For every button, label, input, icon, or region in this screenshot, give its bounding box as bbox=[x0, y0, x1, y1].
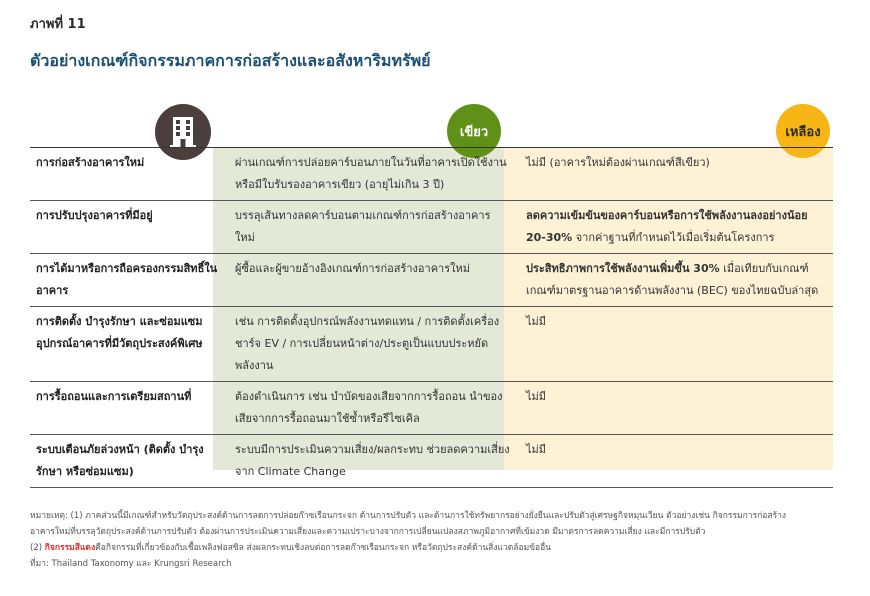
activity-cell: การติดตั้ง บำรุงรักษา และซ่อมแซมอุปกรณ์อาคารที่มีวัตถุประสงค์พิเศษ bbox=[30, 307, 227, 382]
note-2-prefix: (2) bbox=[30, 543, 45, 553]
activity-cell: ระบบเตือนภัยล่วงหน้า (ติดตั้ง บำรุงรักษา หรือซ่อมแซม) bbox=[30, 435, 227, 488]
yellow-criteria-cell bbox=[518, 201, 833, 254]
yellow-criteria-text: จากค่าฐานที่กำหนดไว้เมื่อเริ่มต้นโครงการ bbox=[572, 231, 775, 244]
activity-cell: การปรับปรุงอาคารที่มีอยู่ bbox=[30, 201, 227, 254]
figure-title: ตัวอย่างเกณฑ์กิจกรรมภาคการก่อสร้างและอสังหาริมทรัพย์ bbox=[30, 51, 431, 70]
yellow-criteria-emphasis: ลดความเข้มข้นของคาร์บอนหรือการใช้พลังงานลงอย่างน้อย 20-30% bbox=[526, 209, 808, 244]
red-activity-label: กิจกรรมสีแดง bbox=[44, 543, 96, 553]
yellow-category-badge: เหลือง bbox=[776, 104, 830, 158]
green-criteria-cell: เช่น การติดตั้งอุปกรณ์พลังงานทดแทน / การติดตั้งเครื่องชาร์จ EV / การเปลี่ยนหน้าต่าง/ประตูเป็นแบบประหยัดพลังงาน bbox=[227, 307, 518, 382]
yellow-criteria-text: เมื่อเทียบกับเกณฑ์เกณฑ์มาตรฐานอาคารด้านพลังงาน (BEC) ของไทยฉบับล่าสุด bbox=[526, 262, 819, 297]
table-row bbox=[30, 148, 833, 201]
footnotes bbox=[30, 508, 830, 572]
yellow-criteria-cell bbox=[518, 307, 833, 382]
yellow-criteria-text: ไม่มี (อาคารใหม่ต้องผ่านเกณฑ์สีเขียว) bbox=[526, 156, 710, 169]
activity-cell: การก่อสร้างอาคารใหม่ bbox=[30, 148, 227, 201]
table-row bbox=[30, 435, 833, 488]
activity-cell: การได้มาหรือการถือครองกรรมสิทธิ์ในอาคาร bbox=[30, 254, 227, 307]
yellow-criteria-cell bbox=[518, 382, 833, 435]
yellow-criteria-cell bbox=[518, 254, 833, 307]
green-criteria-cell: ผู้ซื้อและผู้ขายอ้างอิงเกณฑ์การก่อสร้างอาคารใหม่ bbox=[227, 254, 518, 307]
table-row bbox=[30, 382, 833, 435]
table-row bbox=[30, 307, 833, 382]
yellow-criteria-text: ไม่มี bbox=[526, 315, 547, 328]
criteria-table bbox=[30, 148, 833, 488]
note-line-1: หมายเหตุ: (1) ภาคส่วนนี้มีเกณฑ์สำหรับวัตถุประสงค์ด้านการลดการปล่อยก๊าซเรือนกระจก ด้านการปรับตัว และด้านการใช้ทรัพยากรอย่างยั่งยืนและปรับตัวสู่เศรษฐกิจหมุนเวียน ตัวอย่างเช่น กิจกรรมการก่อสร้าง bbox=[30, 511, 787, 521]
green-category-badge: เขียว bbox=[447, 104, 501, 158]
source-line: ที่มา: Thailand Taxonomy และ Krungsri Research bbox=[30, 559, 232, 569]
green-criteria-cell: ผ่านเกณฑ์การปล่อยคาร์บอนภายในวันที่อาคารเปิดใช้งาน หรือมีใบรับรองอาคารเขียว (อายุไม่เกิน 3 ปี) bbox=[227, 148, 518, 201]
green-criteria-cell: บรรลุเส้นทางลดคาร์บอนตามเกณฑ์การก่อสร้างอาคารใหม่ bbox=[227, 201, 518, 254]
yellow-criteria-cell bbox=[518, 148, 833, 201]
note-line-2: อาคารใหม่ที่บรรลุวัตถุประสงค์ด้านการปรับตัว ต้องผ่านการประเมินความเสี่ยงและความเปราะบางจากการเปลี่ยนแปลงสภาพภูมิอากาศที่เข้มงวด มีมาตรการลดความเสี่ยง และมีการปรับตัว bbox=[30, 527, 706, 537]
table-row bbox=[30, 254, 833, 307]
note-line-3 bbox=[30, 540, 830, 556]
green-criteria-cell: ต้องดำเนินการ เช่น บำบัดของเสียจากการรื้อถอน นำของเสียจากการรื้อถอนมาใช้ซ้ำหรือรีไซเคิล bbox=[227, 382, 518, 435]
note-2-text: คือกิจกรรมที่เกี่ยวข้องกับเชื้อเพลิงฟอสซิล ส่งผลกระทบเชิงลบต่อการลดก๊าซเรือนกระจก หรือวัตถุประสงค์ด้านสิ่งแวดล้อมข้ออื่น bbox=[95, 543, 552, 553]
yellow-criteria-emphasis: ประสิทธิภาพการใช้พลังงานเพิ่มขึ้น 30% bbox=[526, 262, 720, 275]
table-row bbox=[30, 201, 833, 254]
yellow-criteria-text: ไม่มี bbox=[526, 390, 547, 403]
figure-number: ภาพที่ 11 bbox=[30, 17, 86, 32]
yellow-criteria-cell bbox=[518, 435, 833, 488]
yellow-criteria-text: ไม่มี bbox=[526, 443, 547, 456]
activity-cell: การรื้อถอนและการเตรียมสถานที่ bbox=[30, 382, 227, 435]
green-criteria-cell: ระบบมีการประเมินความเสี่ยง/ผลกระทบ ช่วยลดความเสี่ยงจาก Climate Change bbox=[227, 435, 518, 488]
